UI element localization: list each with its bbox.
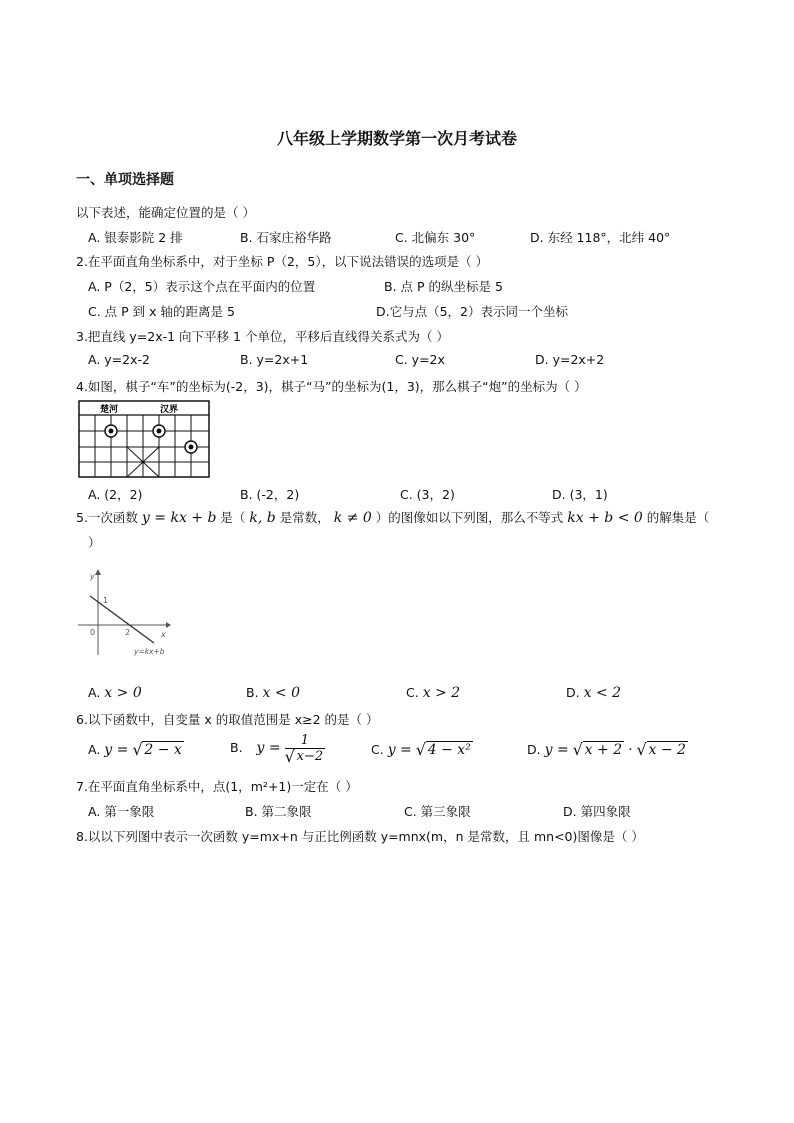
q6-d-sqrt-2 — [637, 742, 688, 758]
q7-option-b: B. 第二象限 — [245, 804, 312, 819]
figure-label-chuhe: 楚河 — [100, 405, 119, 415]
q5-option-d-math: x < 2 — [583, 685, 622, 701]
q7-option-a: A. 第一象限 — [88, 804, 155, 819]
question-4-stem: 4.如图，棋子“车”的坐标为(-2，3)，棋子“马”的坐标为(1，3)，那么棋子“炮”的坐标为（ ） — [76, 379, 587, 394]
q5-stem-part-3: 是常数， — [279, 510, 330, 525]
q5-option-a-letter: A. — [88, 685, 101, 700]
q5-origin-label: 0 — [90, 628, 96, 637]
q5-y-label: y — [90, 572, 95, 581]
q1-option-d: D. 东经 118°，北纬 40° — [530, 230, 671, 245]
q6-option-c — [371, 742, 473, 758]
chess-piece-pao-inner — [189, 445, 194, 450]
q5-function-expr: y = kx + b — [141, 510, 217, 526]
q5-option-b-math: x < 0 — [262, 685, 300, 701]
q6-option-d-letter: D. — [527, 742, 541, 757]
q5-option-c-letter: C. — [406, 685, 419, 700]
q5-x-label: x — [161, 630, 166, 639]
q5-option-c — [406, 685, 460, 701]
q5-condition: k ≠ 0 — [333, 510, 372, 526]
q6-option-b — [230, 733, 325, 764]
figure-label-hanjie: 汉界 — [160, 405, 179, 415]
q6-option-b-letter: B. — [230, 740, 243, 755]
q5-stem-part-2: 是（ — [220, 510, 246, 525]
q6-d-sqrt-1 — [573, 742, 624, 758]
section-heading: 一、单项选择题 — [76, 172, 174, 188]
q6-option-d — [527, 742, 688, 758]
q5-line-graph — [76, 565, 172, 660]
question-1-stem: 以下表述，能确定位置的是（ ） — [76, 205, 255, 220]
q5-option-d — [566, 685, 621, 701]
q6-option-a-letter: A. — [88, 742, 101, 757]
radical-icon: √ — [132, 740, 143, 759]
chess-board-figure — [78, 400, 210, 478]
q4-option-a: A. (2，2) — [88, 487, 143, 502]
question-7-stem: 7.在平面直角坐标系中，点(1，m²+1)一定在（ ） — [76, 779, 358, 794]
q6-d-radicand-1: x + 2 — [584, 742, 623, 758]
q4-option-b: B. (-2，2) — [240, 487, 300, 502]
q5-y-arrow — [95, 569, 101, 575]
q6-option-c-letter: C. — [371, 742, 384, 757]
chess-piece-che-inner — [109, 429, 114, 434]
q5-inequality: kx + b < 0 — [567, 510, 643, 526]
q5-constants: k, b — [249, 510, 276, 526]
q6-a-sqrt — [132, 742, 183, 758]
q6-b-denominator-sqrt — [285, 749, 326, 764]
q3-option-b: B. y=2x+1 — [240, 352, 309, 367]
q6-a-radicand: 2 − x — [144, 742, 182, 758]
q6-c-sqrt — [416, 742, 473, 758]
q6-b-denominator: x−2 — [296, 749, 324, 764]
q5-stem-part-5: 的解集是（ — [646, 510, 710, 525]
q3-option-c: C. y=2x — [395, 352, 445, 367]
q7-option-d: D. 第四象限 — [563, 804, 631, 819]
q5-option-c-math: x > 2 — [422, 685, 461, 701]
q6-option-a — [88, 742, 184, 758]
q6-d-prefix: y = — [544, 742, 569, 758]
q6-a-prefix: y = — [104, 742, 129, 758]
q5-option-b-letter: B. — [246, 685, 259, 700]
q2-option-c: C. 点 P 到 x 轴的距离是 5 — [88, 304, 235, 319]
q6-b-prefix: y = — [256, 740, 281, 756]
q5-y-intercept-label: 1 — [103, 596, 109, 605]
radical-icon: √ — [284, 747, 295, 766]
q7-option-c: C. 第三象限 — [404, 804, 471, 819]
q5-x-intercept-label: 2 — [125, 628, 131, 637]
q5-option-d-letter: D. — [566, 685, 580, 700]
question-5-stem — [76, 508, 709, 526]
q5-function-line — [90, 596, 154, 643]
q1-option-c: C. 北偏东 30° — [395, 230, 476, 245]
q6-d-dot: · — [628, 742, 633, 758]
q5-x-arrow — [166, 622, 171, 628]
q5-line-label: y=kx+b — [134, 647, 165, 656]
q1-option-b: B. 石家庄裕华路 — [240, 230, 332, 245]
page-title: 八年级上学期数学第一次月考试卷 — [276, 129, 517, 148]
q2-option-a: A. P（2，5）表示这个点在平面内的位置 — [88, 279, 316, 294]
q6-b-fraction — [285, 733, 326, 764]
radical-icon: √ — [572, 740, 583, 759]
q2-option-b: B. 点 P 的纵坐标是 5 — [384, 279, 503, 294]
q6-c-prefix: y = — [387, 742, 412, 758]
q5-option-a — [88, 685, 142, 701]
q4-option-c: C. (3，2) — [400, 487, 455, 502]
question-2-stem: 2.在平面直角坐标系中，对于坐标 P（2，5），以下说法错误的选项是（ ） — [76, 254, 489, 269]
question-3-stem: 3.把直线 y=2x-1 向下平移 1 个单位，平移后直线得关系式为（ ） — [76, 329, 449, 344]
radical-icon: √ — [636, 740, 647, 759]
q5-stem-part-4: ）的图像如以下列图，那么不等式 — [375, 510, 564, 525]
q6-d-radicand-2: x − 2 — [648, 742, 686, 758]
radical-icon: √ — [415, 740, 426, 759]
q4-option-d: D. (3，1) — [552, 487, 608, 502]
q1-option-a: A. 银泰影院 2 排 — [88, 230, 183, 245]
q6-b-numerator: 1 — [285, 733, 326, 749]
q5-stem-part-1: 5.一次函数 — [76, 510, 138, 525]
q5-stem-continued: ） — [88, 535, 101, 550]
q6-c-radicand: 4 − x² — [427, 742, 471, 758]
q5-option-b — [246, 685, 300, 701]
q5-option-a-math: x > 0 — [104, 685, 142, 701]
chess-piece-ma-inner — [157, 429, 162, 434]
q3-option-a: A. y=2x-2 — [88, 352, 150, 367]
question-6-stem: 6.以下函数中，自变量 x 的取值范围是 x≥2 的是（ ） — [76, 712, 379, 727]
q3-option-d: D. y=2x+2 — [535, 352, 605, 367]
q2-option-d: D.它与点（5，2）表示同一个坐标 — [376, 304, 569, 319]
question-8-stem: 8.以以下列图中表示一次函数 y=mx+n 与正比例函数 y=mnx(m，n 是常数，且 mn<0)图像是（ ） — [76, 829, 644, 844]
